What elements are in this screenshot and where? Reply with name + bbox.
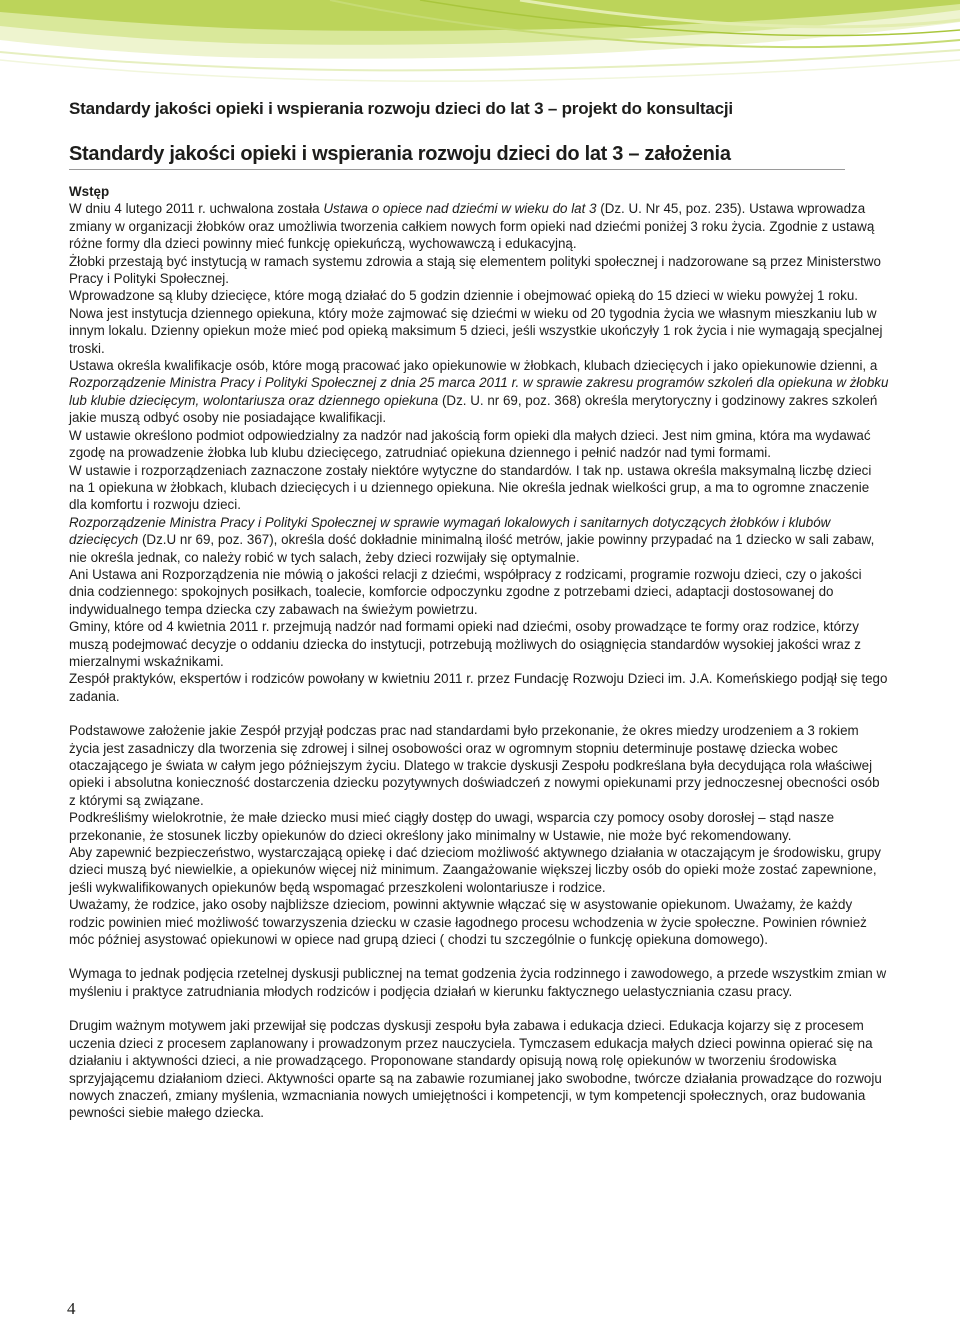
section-title: Standardy jakości opieki i wspierania rozwoju dzieci do lat 3 – założenia (69, 143, 845, 170)
paragraph: Podstawowe założenie jakie Zespół przyjął podczas prac nad standardami było przekonanie, że okres miedzy urodzeniem a 3 rokiem życia jest zasadniczy dla tworzenia się zdrowej i silnej osobowości oraz w ogromnym stopniu determinuje postawę dziecka wobec otaczającego je świata w całym jego późniejszym życiu. Dlatego w trakcie dyskusji Zespołu podkreślana była decydująca rola właściwej opieki i absolutna konieczność dostarczenia dziecku pozytywnych doświadczeń z nowymi opiekunami przy jednoczesnej obecności osób z którymi są związane. (69, 723, 880, 808)
running-title: Standardy jakości opieki i wspierania rozwoju dzieci do lat 3 – projekt do konsultacji (69, 99, 733, 118)
paragraph: Drugim ważnym motywem jaki przewijał się podczas dyskusji zespołu była zabawa i edukacja dzieci. Edukacja kojarzy się z procesem uczenia dzieci z procesem zaplanowany i prowadzonym przez nauczyciela. Tymczasem edukacja małych dzieci powinna opierać się na działaniu i aktywności dzieci, a nie prowadzącego. Proponowane standardy opisują nową rolę opiekunów w tworzeniu środowiska sprzyjającemu działaniom dzieci. Aktywności oparte są na zabawie rozumianej jako swobodne, twórcze działania prowadzące do rozwoju nowych znaczeń, zmiany myślenia, wzmacniania nowych umiejętności i kompetencji, w tym kompetencji społecznych, oraz budowania pewności siebie małego dziecka. (69, 1018, 882, 1121)
paragraph: Ustawa określa kwalifikacje osób, które mogą pracować jako opiekunowie w żłobkach, klubach dziecięcych i jako opiekunowie dzienni, a Rozporządzenie Ministra Pracy i Polityki Społecznej z dnia 25 marca 2011 r. w sprawie zakresu programów szkoleń dla opiekuna w żłobku lub klubie dziecięcym, wolontariusza oraz dziennego opiekuna (Dz. U. nr 69, poz. 368) określa merytoryczny i godzinowy zakres szkoleń jakie muszą odbyć osoby nie posiadające kwalifikacji. (69, 358, 889, 426)
paragraph: W ustawie i rozporządzeniach zaznaczone zostały niektóre wytyczne do standardów. I tak np. ustawa określa maksymalną liczbę dzieci na 1 opiekuna w żłobkach, klubach dziecięcych i u dziennego opiekuna. Nie określa jednak wielkości grup, a ma to ogromne znaczenie dla komfortu i rozwoju dzieci. (69, 462, 872, 513)
paragraph: Aby zapewnić bezpieczeństwo, wystarczającą opiekę i dać dzieciom możliwość aktywnego działania w otaczającym je środowisku, grupy dzieci muszą być niewielkie, a opiekunów więcej niż minimum. Zaangażowanie większej liczby osób do opieki może zostać zapewnione, jeśli wykwalifikowanych opiekunów będą wspomagać przeszkoleni wolontariusze i rodzice. (69, 845, 881, 895)
paragraph: Uważamy, że rodzice, jako osoby najbliższe dzieciom, powinni aktywnie włączać się w asystowanie opiekunom. Uważamy, że każdy rodzic powinien mieć możliwość towarzyszenia dziecku w czasie łagodnego procesu wchodzenia w życie społeczne. Powinien również móc później asystować opiekunowi w opiece nad grupą dzieci ( chodzi tu szczególnie o funkcję opiekuna domowego). (69, 897, 867, 948)
paragraph: Rozporządzenie Ministra Pracy i Polityki Społecznej w sprawie wymagań lokalowych i sanitarnych dotyczących żłobków i klubów dziecięcych (Dz.U nr 69, poz. 367), określa dość dokładnie minimalną ilość metrów, jakie powinny przypadać na 1 dziecko w sali zabaw, nie określa jednak, co należy robić w tych salach, żeby dzieci rozwijały się optymalnie. (69, 514, 875, 565)
paragraph: Wymaga to jednak podjęcia rzetelnej dyskusji publicznej na temat godzenia życia rodzinnego i zawodowego, a przede wszystkim zmian w myśleniu i praktyce zatrudniania młodych rodziców i podjęcia działań w kierunku faktycznego uelastyczniania czasu pracy. (69, 966, 887, 999)
document-body (69, 183, 889, 1122)
paragraph: W ustawie określono podmiot odpowiedzialny za nadzór nad jakością form opieki dla małych dzieci. Jest nim gmina, która ma wydawać zgodę na prowadzenie żłobka lub klubu dziecięcego, zatrudniać opiekuna dziennego i pełnić nadzór nad tymi formami. (69, 427, 871, 461)
paragraph: Ani Ustawa ani Rozporządzenia nie mówią o jakości relacji z dziećmi, współpracy z rodzicami, programie rozwoju dzieci, czy o jakości dnia codziennego: spokojnych posiłkach, toalecie, komforcie odpoczynku zgodne z potrzebami dzieci, adaptacji dostosowanej do indywidualnego tempa dziecka czy zabawach na świeżym powietrzu. (69, 566, 862, 617)
page-number: 4 (67, 1299, 76, 1318)
paragraph: Gminy, które od 4 kwietnia 2011 r. przejmują nadzór nad formami opieki nad dziećmi, osoby prowadzące te formy oraz rodzice, którzy muszą podejmować decyzje o oddaniu dziecka do instytucji, potrzebują możliwych do osiągnięcia standardów wysokiej jakości wraz z mierzalnymi wskaźnikami. (69, 619, 861, 669)
paragraph: W dniu 4 lutego 2011 r. uchwalona została Ustawa o opiece nad dziećmi w wieku do lat 3 (Dz. U. Nr 45, poz. 235). Ustawa wprowadza zmiany w organizacji żłobków oraz umożliwia tworzenia całkiem nowych form opieki nad dziećmi poniżej 3 roku życia. Zgodnie z ustawą różne formy dla dzieci powinny mieć funkcję opiekuńczą, wychowawczą i edukacyjną. (69, 201, 875, 252)
paragraph: Zespół praktyków, ekspertów i rodziców powołany w kwietniu 2011 r. przez Fundację Rozwoju Dzieci im. J.A. Komeńskiego podjął się tego zadania. (69, 671, 888, 704)
decorative-swoosh-graphic (0, 0, 960, 95)
paragraph: Żłobki przestają być instytucją w ramach systemu zdrowia a stają się elementem polityki społecznej i nadzorowane są przez Ministerstwo Pracy i Polityki Społecznej. (69, 253, 881, 287)
paragraph: Wprowadzone są kluby dziecięce, które mogą działać do 5 godzin dziennie i obejmować opieką do 15 dzieci w wieku powyżej 1 roku. (69, 288, 858, 304)
paragraph: Nowa jest instytucja dziennego opiekuna, który może zajmować się dziećmi w wieku od 20 tygodnia życia we własnym mieszkaniu lub w innym lokalu. Dzienny opiekun może mieć pod opieką maksimum 5 dzieci, jeśli wszystkie ukończyły 1 rok życia i nie wymagają specjalnej troski. (69, 305, 883, 356)
paragraph: Podkreśliśmy wielokrotnie, że małe dziecko musi mieć ciągły dostęp do uwagi, wsparcia czy pomocy osoby dorosłej – stąd nasze przekonanie, że stosunek liczby opiekunów do dzieci określony jako minimalny w Ustawie, nie może być rekomendowany. (69, 810, 835, 843)
section-label: Wstęp (69, 184, 110, 199)
